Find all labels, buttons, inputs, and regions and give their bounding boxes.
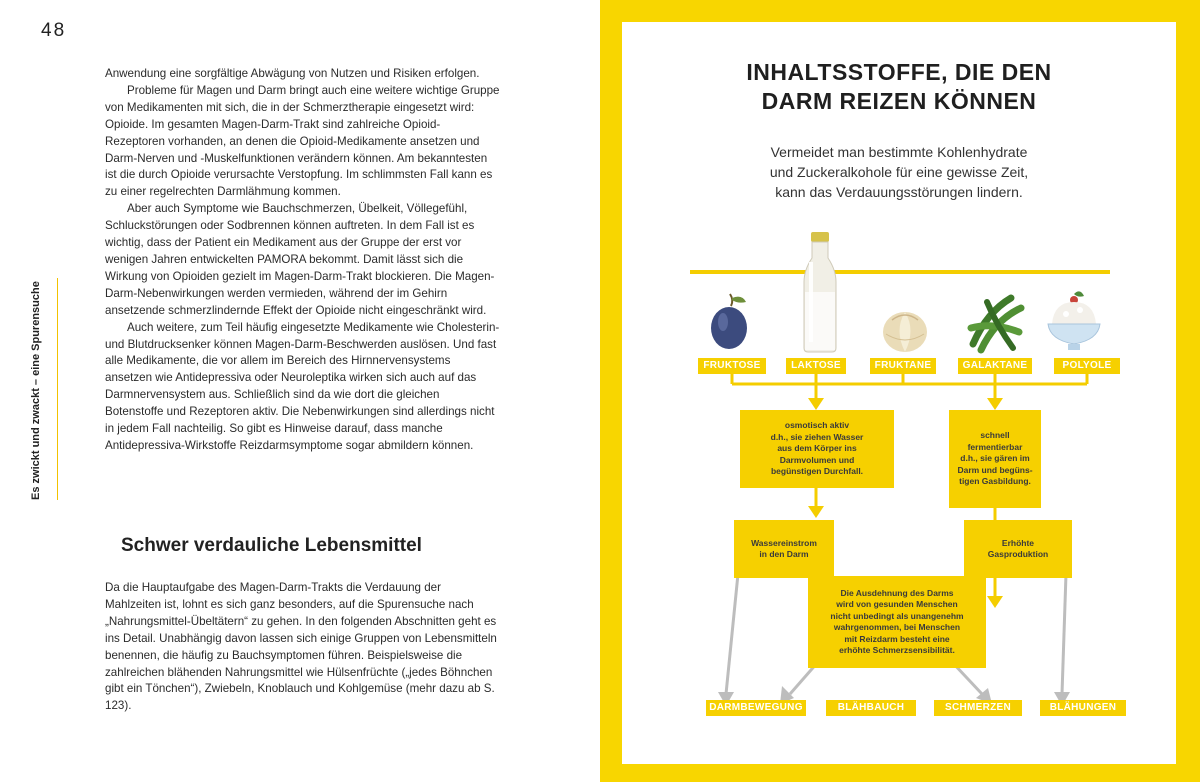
subtitle-line: und Zuckeralkohole für eine gewisse Zeit, (769, 164, 1029, 180)
paragraph: Auch weitere, zum Teil häufig eingesetzte Medikamente wie Cholesterin- und Blutdrucksenker können Magen-Darm-Beschwerden auslösen. Und fast alle Medikamente, die vor allem im Bereich des Hirnnervensystems ansetzen wie Antidepressiva oder Neuroleptika wirken sich auch auf das Darmnervensystem aus. Schließlich sind da wie dort die gleichen Botenstoffe und Rezeptoren aktiv. Die Nebenwirkungen sind allerdings nicht in jedem Fall nachteilig. So gibt es Hinweise darauf, dass manche Antidepressiva-Wirkstoffe Reizdarmsymptome sogar abmildern können. (105, 320, 500, 452)
category-label-fruktane: FRUKTANE (870, 358, 936, 374)
symptom-label-schmerzen: SCHMERZEN (934, 700, 1022, 716)
effect-box-osmotic (740, 410, 894, 488)
center-line: wird von gesunden Menschen (836, 599, 958, 609)
result-line: Gasproduktion (987, 549, 1049, 559)
symptom-label-blaehungen: BLÄHUNGEN (1040, 700, 1126, 716)
subtitle-line: Vermeidet man bestimmte Kohlenhydrate (770, 144, 1028, 160)
effect-line: osmotisch aktiv (784, 420, 850, 431)
right-page-frame (600, 0, 1200, 782)
effect-line: aus dem Körper ins (777, 443, 857, 454)
title-line: DARM REIZEN KÖNNEN (761, 88, 1037, 114)
effect-line: Darmvolumen und (779, 454, 855, 465)
running-head-rule (57, 278, 58, 500)
result-box-gas-production (964, 520, 1072, 578)
page-number: 48 (41, 20, 67, 41)
effect-line: fermentierbar (967, 441, 1023, 452)
center-line: erhöhte Schmerzsensibilität. (839, 645, 955, 655)
paragraph: Da die Hauptaufgabe des Magen-Darm-Trakts die Verdauung der Mahlzeiten ist, lohnt es sich ganz besonders, auf die Spurensuche nach „Nahrungsmittel-Übeltätern“ zu gehen. In den folgenden Abschnitten geht es ins Detail. Unabhängig davon lassen sich einige Gruppen von Lebensmitteln benennen, die häufig zu Bauchsymptomen führen. Beispielsweise die zahlreichen blähenden Nahrungsmittel wie Hülsenfrüchte („jedes Böhnchen gibt ein Tönchen“), Zwiebeln, Knoblauch und Kohlgemüse (mehr dazu ab S. 123). (105, 581, 497, 713)
effect-box-fermentable (949, 410, 1041, 508)
paragraph: Aber auch Symptome wie Bauchschmerzen, Übelkeit, Völlegefühl, Schluckstörungen oder Sodbrennen können auftreten. In dem Fall ist es wichtig, dass der Patient ein Medikament aus der Gruppe der erst vor wenigen Jahren entwickelten PAMORA bekommt. Damit lässt sich die Wirkung von Opioiden gezielt im Magen-Darm-Trakt blockieren. Die Magen-Darm-Nebenwirkungen werden vermieden, während der im Gehirn ansetzende schmerzlindernde Effekt der Opioide nicht eingeschränkt wird. (105, 202, 495, 317)
effect-line: d.h., sie ziehen Wasser (770, 431, 864, 442)
category-label-galaktane: GALAKTANE (958, 358, 1032, 374)
result-line: in den Darm (759, 549, 809, 559)
effect-line: Darm und begüns- (957, 464, 1033, 475)
category-label-polyole: POLYOLE (1054, 358, 1120, 374)
paragraph: Probleme für Magen und Darm bringt auch eine weitere wichtige Gruppe von Medikamenten mit sich, die in der Schmerztherapie eingesetzt wird: Opioide. Im gesamten Magen-Darm-Trakt sind zahlreiche Opioid-Rezeptoren vorhanden, an denen die Opioid-Medikamente ansetzen und Darm-Nerven und -Muskelfunktionen verändern können. Am bekanntesten ist die durch Opioide verursachte Verstopfung. Im schlimmsten Fall kann es zu einer regelrechten Darmlähmung kommen. (105, 83, 500, 199)
paragraph: Anwendung eine sorgfältige Abwägung von Nutzen und Risiken erfolgen. (105, 67, 480, 80)
title-line: INHALTSSTOFFE, DIE DEN (746, 59, 1052, 85)
center-line: mit Reizdarm besteht eine (844, 633, 950, 644)
center-line: nicht unbedingt als unangenehm (830, 610, 964, 621)
running-head: Es zwickt und zwackt – eine Spurensuche (30, 281, 42, 500)
effect-line: begünstigen Durchfall. (770, 466, 864, 477)
effect-line: d.h., sie gären im (960, 453, 1030, 464)
infographic-panel (622, 22, 1176, 764)
body-text-bottom (105, 580, 500, 715)
center-line: wahrgenommen, bei Menschen (833, 622, 961, 632)
result-box-water-inflow (734, 520, 834, 578)
symptom-label-darmbewegung: DARMBEWEGUNG (706, 700, 806, 716)
effect-line: tigen Gasbildung. (959, 476, 1031, 487)
section-heading: Schwer verdauliche Lebensmittel (121, 535, 422, 556)
category-label-laktose: LAKTOSE (786, 358, 846, 374)
result-line: Erhöhte (1001, 537, 1035, 548)
effect-line: schnell (980, 430, 1010, 441)
result-line: Wassereinstrom (751, 537, 817, 548)
category-label-fruktose: FRUKTOSE (698, 358, 766, 374)
center-explanation-box (808, 576, 986, 668)
center-line: Die Ausdehnung des Darms (840, 587, 954, 598)
body-text-top (105, 66, 500, 455)
subtitle-line: kann das Verdauungsstörungen lindern. (775, 184, 1023, 200)
symptom-label-blaehbauch: BLÄHBAUCH (826, 700, 916, 716)
